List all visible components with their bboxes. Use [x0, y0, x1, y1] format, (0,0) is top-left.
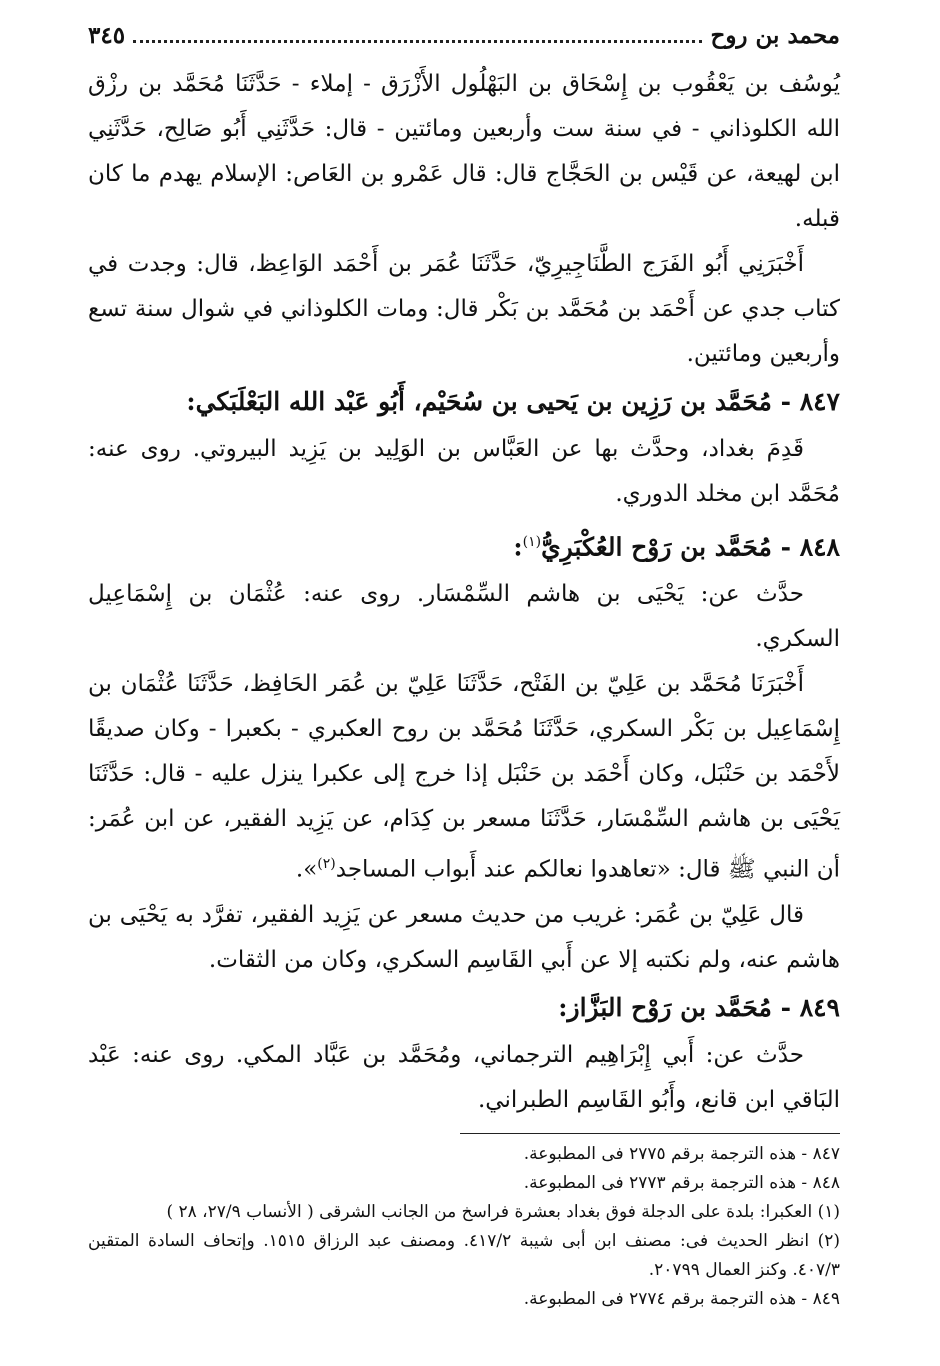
running-head [88, 22, 840, 62]
footnote-849: ٨٤٩ - هذه الترجمة برقم ٢٧٧٤ فى المطبوعة. [523, 1288, 840, 1309]
page-number: ٣٤٥ [88, 22, 126, 49]
paragraph-7: حدَّث عن: أَبي إِبْرَاهِيم الترجماني، ومُحَمَّد بن عَبَّاد المكي. روى عنه: عَبْد البَاقي ابن قانع، وأَبُو القَاسِم الطبراني. [88, 1041, 840, 1113]
paragraph-6: قال عَلِيّ بن عُمَر: غريب من حديث مسعر عن يَزِيد الفقير، تفرَّد به يَحْيَى بن هاشم عنه، ولم نكتبه إلا عن أَبي القَاسِم السكري، وكان من الثقات. [88, 901, 840, 973]
paragraph-1: يُوسُف بن يَعْقُوب بن إِسْحَاق بن البَهْلُول الأَزْرَق - إملاء - حَدَّثَنَا مُحَمَّد بن رزْق الله الكلوذاني - في سنة ست وأربعين ومائتين - قال: حَدَّثَنِي أَبُو صَالِح، حَدَّثَنِي ابن لهيعة، عن قَيْس بن الحَجَّاج قال: قال عَمْرو بن العَاص: الإسلام يهدم ما كان قبله. [88, 71, 841, 232]
footnote-rule [460, 1133, 840, 1134]
entry-heading-848 [88, 519, 840, 570]
book-page [88, 22, 840, 1314]
running-title: محمد بن روح [710, 22, 840, 49]
entry-heading-848-text: ٨٤٨ - مُحَمَّد بن رَوْح العُكْبَرِيُّ [541, 532, 840, 562]
footnote-1: (١) العكبرا: بلدة على الدجلة فوق بغداد بعشرة فراسخ من الجانب الشرقى ( الأنساب ٢٧/٩، ٢٨ ) [166, 1201, 840, 1222]
footnote-ref-1: (١) [522, 534, 542, 550]
paragraph-4: حدَّث عن: يَحْيَى بن هاشم السِّمْسَار. روى عنه: عُثْمَان بن إِسْمَاعِيل السكري. [88, 581, 840, 653]
entry-heading-847: ٨٤٧ - مُحَمَّد بن رَزِين بن يَحيى بن سُحَيْم، أَبُو عَبْد الله البَعْلَبَكي: [186, 387, 840, 416]
paragraph-3: قَدِمَ بغداد، وحدَّث بها عن العَبَّاس بن الوَلِيد بن يَزِيد البيروتي. روى عنه: مُحَمَّد ابن مخلد الدوري. [88, 436, 840, 507]
footnote-ref-2: (٢) [317, 856, 336, 873]
footnote-848: ٨٤٨ - هذه الترجمة برقم ٢٧٧٣ فى المطبوعة. [523, 1172, 840, 1193]
footnote-2: (٢) انظر الحديث فى: مصنف ابن أبى شيبة ٤١٧/٢. ومصنف عبد الرزاق ١٥١٥. وإتحاف السادة المتقين ٤٠٧/٣. وكنز العمال ٢٠٧٩٩. [88, 1230, 841, 1280]
paragraph-5-text: أَخْبَرَنَا مُحَمَّد بن عَلِيّ بن الفَتْح، حَدَّثَنَا عَلِيّ بن عُمَر الحَافِظ، حَدَّثَنَا عُثْمَان بن إِسْمَاعِيل بن بَكْر السكري، حَدَّثَنَا مُحَمَّد بن روح العكبري - بكعبرا - وكان صديقًا لأَحْمَد بن حَنْبَل، وكان أَحْمَد بن حَنْبَل إذا خرج إلى عكبرا ينزل عليه - قال: حَدَّثَنَا يَحْيَى بن هاشم السِّمْسَار، حَدَّثَنَا مسعر بن كِدَام، عن يَزِيد الفقير، عن ابن عُمَر: أن النبي ﷺ قال: «تعاهدوا نعالكم عند أَبواب المساجد [88, 671, 840, 883]
paragraph-2: أَخْبَرَنِي أَبُو الفَرَج الطَّنَاجِيرِيّ، حَدَّثَنَا عُمَر بن أَحْمَد الوَاعِظ، قال: وجدت في كتاب جدي عن أَحْمَد بن مُحَمَّد بن بَكْر قال: ومات الكلوذاني في شوال سنة تسع وأربعين ومائتين. [88, 251, 840, 367]
footnote-847: ٨٤٧ - هذه الترجمة برقم ٢٧٧٥ فى المطبوعة. [523, 1143, 840, 1164]
leader-dots [133, 40, 702, 43]
footnotes [88, 1133, 840, 1314]
paragraph-5 [88, 662, 840, 893]
entry-heading-848-colon: : [513, 532, 523, 562]
paragraph-5-end: ». [295, 856, 318, 883]
entry-heading-849: ٨٤٩ - مُحَمَّد بن رَوْح البَزَّاز: [558, 992, 840, 1022]
